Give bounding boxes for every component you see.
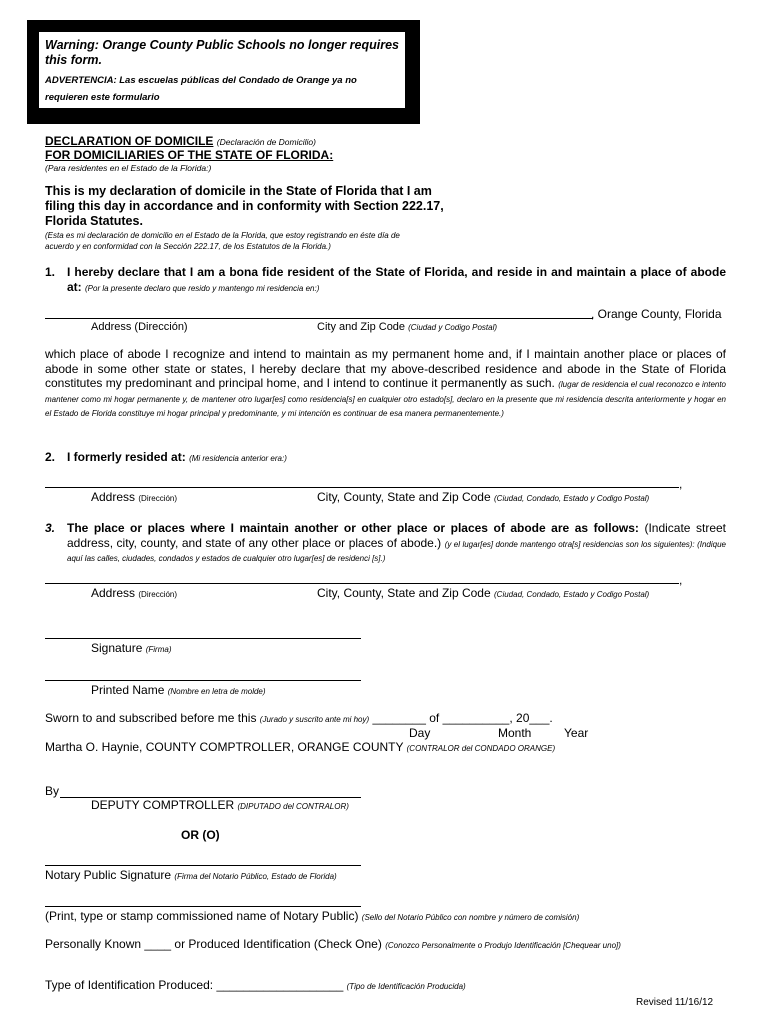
or-text-es: (O) [202,828,220,842]
section3-instruction: (Indicate street address, city, county, and state of any other place or places of abode.) [67,521,727,550]
id-type-text: Type of Identification Produced: ___________________ [45,978,344,992]
title-line2-es: (Para residentes en el Estado de la Florida:) [45,163,212,173]
section2-heading-text: I formerly resided at: [67,450,186,464]
intro-text: This is my declaration of domicile in the State of Florida that I am filing this day in accordance and in conformity with Section 222.17, Florida Statutes. [45,184,444,228]
section2-comma: , [679,477,683,491]
notary-signature-line[interactable] [45,865,361,866]
address-label-text: Address [91,586,136,600]
section1-city-label [317,321,497,333]
section3-address-line[interactable] [45,583,679,584]
personally-known-text: Personally Known ____ or Produced Identification (Check One) [45,937,382,951]
comptroller-line [45,740,555,754]
deputy-by-label: By [45,784,60,798]
notary-name-label-es: (Sello del Notario Público con nombre y número de comisión) [361,913,580,922]
section3-address-label [91,586,177,600]
notary-name-line[interactable] [45,906,361,907]
warning-spanish: ADVERTENCIA: Las escuelas públicas del Condado de Orange ya no requieren este formulario [45,75,357,103]
printed-name-line[interactable] [45,680,361,681]
page-title [45,134,316,148]
sworn-text: Sworn to and subscribed before me this [45,711,257,725]
comptroller-text: Martha O. Haynie, COUNTY COMPTROLLER, ORANGE COUNTY [45,740,404,754]
address-label-text: Address [91,321,132,333]
sworn-year-blank[interactable]: , 20___. [509,711,553,725]
intro-text-es: (Esta es mi declaración de domicilio en el Estado de la Florida, que estoy registrando en éste día de acuerdo y en conformidad con la Sección 222.17, de los Estatutos de la Florida.) [45,231,400,251]
section3-number: 3. [45,521,56,535]
notary-signature-label [45,868,337,882]
sworn-line [45,711,553,725]
notary-signature-label-text: Notary Public Signature [45,868,172,882]
section1-number: 1. [45,265,56,279]
sworn-month-blank[interactable]: __________ [442,711,510,725]
sworn-text-es: (Jurado y suscrito ante mi hoy) [259,715,370,724]
id-type-es: (Tipo de Identificación Producida) [346,982,466,991]
section2-number: 2. [45,450,56,464]
deputy-label-es: (DIPUTADO del CONTRALOR) [237,802,349,811]
city-label-es: (Ciudad, Condado, Estado y Codigo Postal) [494,494,650,503]
section1-address-label [91,321,188,333]
id-type-line[interactable] [45,978,466,992]
address-label-text: Address [91,490,136,504]
city-label-text: City, County, State and Zip Code [317,490,491,504]
section2-heading-es: (Mi residencia anterior era:) [189,454,287,463]
address-label-es: (Dirección) [134,321,188,333]
section1-body [45,347,726,420]
revised-date: Revised 11/16/12 [636,997,714,1008]
sworn-of: of [429,711,440,725]
section3-instruction-es: (y el lugar[es] donde mantengo otra[s] residencias son los siguientes): (Indique aquí las calles, ciudades, condados y estados de cualquier otro lugar[es] de residenci [s].) [67,539,726,564]
signature-label-text: Signature [91,641,143,655]
sworn-day-label: Day [409,726,431,740]
city-label-es: (Ciudad, Condado, Estado y Codigo Postal) [494,590,650,599]
section3-heading [67,521,726,565]
title-line2: FOR DOMICILIARIES OF THE STATE OF FLORIDA: [45,148,334,162]
section3-heading-text: The place or places where I maintain another or other place or places of abode are as follows: [67,521,639,535]
section2-address-line[interactable] [45,487,679,488]
printed-name-label [91,683,266,697]
section1-heading [67,265,726,296]
address-label-es: (Dirección) [138,494,178,503]
section1-county-suffix: , Orange County, Florida [591,307,722,321]
notary-name-label [45,909,579,923]
title-line1: DECLARATION OF DOMICILE [45,134,214,148]
signature-label-es: (Firma) [145,645,172,654]
comptroller-text-es: (CONTRALOR del CONDADO ORANGE) [406,744,556,753]
section1-body-es: (lugar de residencia el cual reconozco e intento mantener como mi hogar permanente y, de mantener otro lugar[es] como residencia[s] en cualquier otro estado[s], declaro en la presente que mi residencia descrita anteriormente y hogar en el Estado de Florida constituye mi hogar principal y predominante, y mi intención es continuar de esa manera permanentemente.) [45,380,727,419]
deputy-label-text: DEPUTY COMPTROLLER [91,798,235,812]
section3-comma: , [679,573,683,587]
section2-address-label [91,490,177,504]
section1-heading-text: I hereby declare that I am a bona fide resident of the State of Florida, and reside in and maintain a place of abode at: [67,265,726,294]
printed-name-label-text: Printed Name [91,683,165,697]
city-label-text: City, County, State and Zip Code [317,586,491,600]
personally-known-line[interactable] [45,937,621,951]
warning-english: Warning: Orange County Public Schools no longer requires this form. [45,38,399,67]
notary-name-label-text: (Print, type or stamp commissioned name of Notary Public) [45,909,359,923]
section1-address-line[interactable] [45,318,593,319]
sworn-day-blank[interactable]: ________ [372,711,426,725]
section2-city-label [317,490,649,504]
signature-line[interactable] [45,638,361,639]
signature-label [91,641,172,655]
or-text: OR [181,828,199,842]
notary-signature-label-es: (Firma del Notario Público, Estado de Florida) [174,872,337,881]
printed-name-label-es: (Nombre en letra de molde) [167,687,266,696]
or-separator [181,828,220,842]
section2-heading [67,450,287,467]
sworn-month-label: Month [498,726,532,740]
section3-city-label [317,586,649,600]
deputy-label [91,798,349,812]
address-label-es: (Dirección) [138,590,178,599]
title-line1-es: (Declaración de Domicilio) [216,137,316,147]
personally-known-es: (Conozco Personalmente o Produjo Identificación [Chequear uno]) [385,941,621,950]
section1-heading-es: (Por la presente declaro que resido y mantengo mi residencia en:) [85,283,320,293]
section1-body-text: which place of abode I recognize and intend to maintain as my permanent home and, if I maintain another place or places of abode in some other state or states, I hereby declare that my above-described residence and abode in the State of Florida constitutes my predominant and principal home, and I intend to continue it permanently as such. [45,347,726,391]
city-label-es: (Ciudad y Codigo Postal) [408,323,498,332]
city-label-text: City and Zip Code [317,321,406,333]
sworn-year-label: Year [564,726,589,740]
